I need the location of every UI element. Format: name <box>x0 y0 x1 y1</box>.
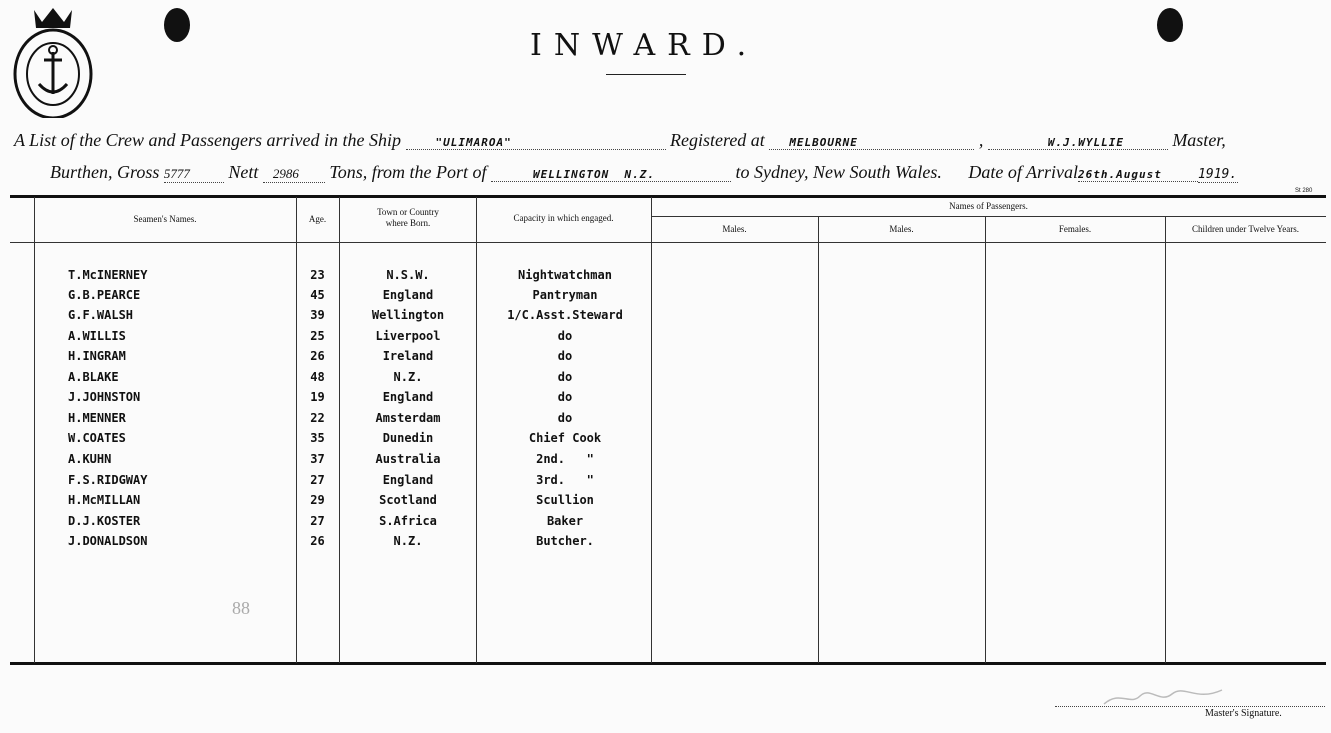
list-label: A List of the Crew and Passengers arrived in the Ship <box>14 130 401 150</box>
title-ornament <box>606 74 686 75</box>
master-name: W.J.WYLLIE <box>988 136 1168 150</box>
col-divider <box>818 216 819 663</box>
signature-label: Master's Signature. <box>1205 708 1282 719</box>
passenger-subheader-rule <box>652 216 1326 217</box>
col-divider <box>34 197 35 663</box>
punch-hole-right <box>1157 8 1183 42</box>
arrival-label: Date of Arrival <box>968 162 1079 182</box>
cell-name: G.F.WALSH <box>68 308 134 322</box>
cell-age: 37 <box>310 452 325 466</box>
cell-capacity: do <box>557 329 573 343</box>
cell-name: D.J.KOSTER <box>68 514 141 528</box>
tons-label: Tons, from the Port of <box>329 162 487 182</box>
header-line-1: A List of the Crew and Passengers arrived in the Ship "ULIMAROA" Registered at MELBOURNE , W.J.WYLLIE Master, <box>14 130 1226 150</box>
cell-age: 26 <box>310 534 325 548</box>
header-bottom-rule <box>10 242 1326 243</box>
col-header-males-2: Males. <box>889 224 914 234</box>
table-top-rule <box>10 195 1326 198</box>
cell-capacity: do <box>557 390 573 404</box>
col-divider <box>985 216 986 663</box>
cell-name: F.S.RIDGWAY <box>68 473 148 487</box>
cell-town: Australia <box>375 452 441 466</box>
page-title: INWARD. <box>530 28 759 63</box>
cell-capacity: 2nd. " <box>536 452 594 466</box>
cell-capacity: Butcher. <box>536 534 594 548</box>
col-divider <box>339 197 340 663</box>
cell-age: 22 <box>310 411 325 425</box>
arrival-date: 26th.August <box>1078 168 1198 182</box>
col-header-age: Age. <box>308 214 327 224</box>
cell-capacity: Scullion <box>536 493 594 507</box>
cell-name: J.DONALDSON <box>68 534 148 548</box>
to-label: to Sydney, New South Wales. <box>735 162 942 182</box>
form-number: St 280 <box>1295 188 1313 194</box>
cell-capacity: do <box>557 370 573 384</box>
ship-name: "ULIMAROA" <box>406 136 666 150</box>
col-header-males-1: Males. <box>722 224 747 234</box>
cell-town: S.Africa <box>379 514 437 528</box>
table-bottom-rule <box>10 662 1326 665</box>
cell-name: G.B.PEARCE <box>68 288 141 302</box>
cell-age: 45 <box>310 288 325 302</box>
cell-capacity: 1/C.Asst.Steward <box>507 308 623 322</box>
cell-age: 19 <box>310 390 325 404</box>
cell-town: Amsterdam <box>375 411 441 425</box>
cell-town: England <box>382 390 434 404</box>
col-header-passengers: Names of Passengers. <box>949 201 1028 211</box>
cell-name: T.McINERNEY <box>68 268 148 282</box>
cell-age: 25 <box>310 329 325 343</box>
punch-hole-left <box>164 8 190 42</box>
cell-age: 35 <box>310 431 325 445</box>
header-line-2 <box>50 162 1330 183</box>
col-divider <box>1165 216 1166 663</box>
cell-capacity: Pantryman <box>532 288 598 302</box>
nett-label: Nett <box>228 162 259 182</box>
cell-age: 23 <box>310 268 325 282</box>
cell-name: H.INGRAM <box>68 349 126 363</box>
cell-capacity: Chief Cook <box>528 431 602 445</box>
col-header-capacity: Capacity in which engaged. <box>513 213 614 223</box>
cell-name: J.JOHNSTON <box>68 390 141 404</box>
col-header-females: Females. <box>1058 224 1092 234</box>
cell-age: 27 <box>310 514 325 528</box>
department-seal <box>12 2 94 118</box>
cell-name: A.KUHN <box>68 452 112 466</box>
cell-town: Dunedin <box>382 431 434 445</box>
cell-town: England <box>382 288 434 302</box>
cell-name: H.MENNER <box>68 411 126 425</box>
registered-label: Registered at <box>670 130 765 150</box>
arrival-year: 1919. <box>1198 167 1238 182</box>
col-header-children: Children under Twelve Years. <box>1192 224 1299 234</box>
cell-age: 48 <box>310 370 325 384</box>
col-divider <box>476 197 477 663</box>
cell-age: 26 <box>310 349 325 363</box>
cell-name: A.WILLIS <box>68 329 126 343</box>
cell-town: N.Z. <box>393 370 423 384</box>
from-port: WELLINGTON N.Z. <box>491 168 731 182</box>
gross-tons: 5777 <box>164 166 224 183</box>
col-header-town: Town or Country where Born. <box>377 207 439 228</box>
nett-tons: 2986 <box>263 166 325 183</box>
burthen-label: Burthen, Gross <box>50 162 160 182</box>
cell-age: 39 <box>310 308 325 322</box>
signature-line <box>1055 706 1325 707</box>
cell-town: N.Z. <box>393 534 423 548</box>
cell-town: Wellington <box>371 308 445 322</box>
cell-name: A.BLAKE <box>68 370 119 384</box>
cell-name: W.COATES <box>68 431 126 445</box>
cell-age: 29 <box>310 493 325 507</box>
cell-capacity: 3rd. " <box>536 473 594 487</box>
cell-town: Ireland <box>382 349 434 363</box>
col-divider <box>651 197 652 663</box>
cell-name: H.McMILLAN <box>68 493 141 507</box>
cell-capacity: do <box>557 349 573 363</box>
margin-pencil-note: 88 <box>232 598 250 618</box>
registered-port: MELBOURNE <box>769 136 974 150</box>
cell-age: 27 <box>310 473 325 487</box>
cell-town: Liverpool <box>375 329 441 343</box>
col-divider <box>296 197 297 663</box>
cell-capacity: Baker <box>546 514 584 528</box>
cell-town: N.S.W. <box>386 268 430 282</box>
cell-capacity: do <box>557 411 573 425</box>
col-header-names: Seamen's Names. <box>133 214 197 224</box>
master-label: Master, <box>1172 130 1226 150</box>
cell-capacity: Nightwatchman <box>518 268 612 282</box>
cell-town: Scotland <box>379 493 437 507</box>
cell-town: England <box>382 473 434 487</box>
